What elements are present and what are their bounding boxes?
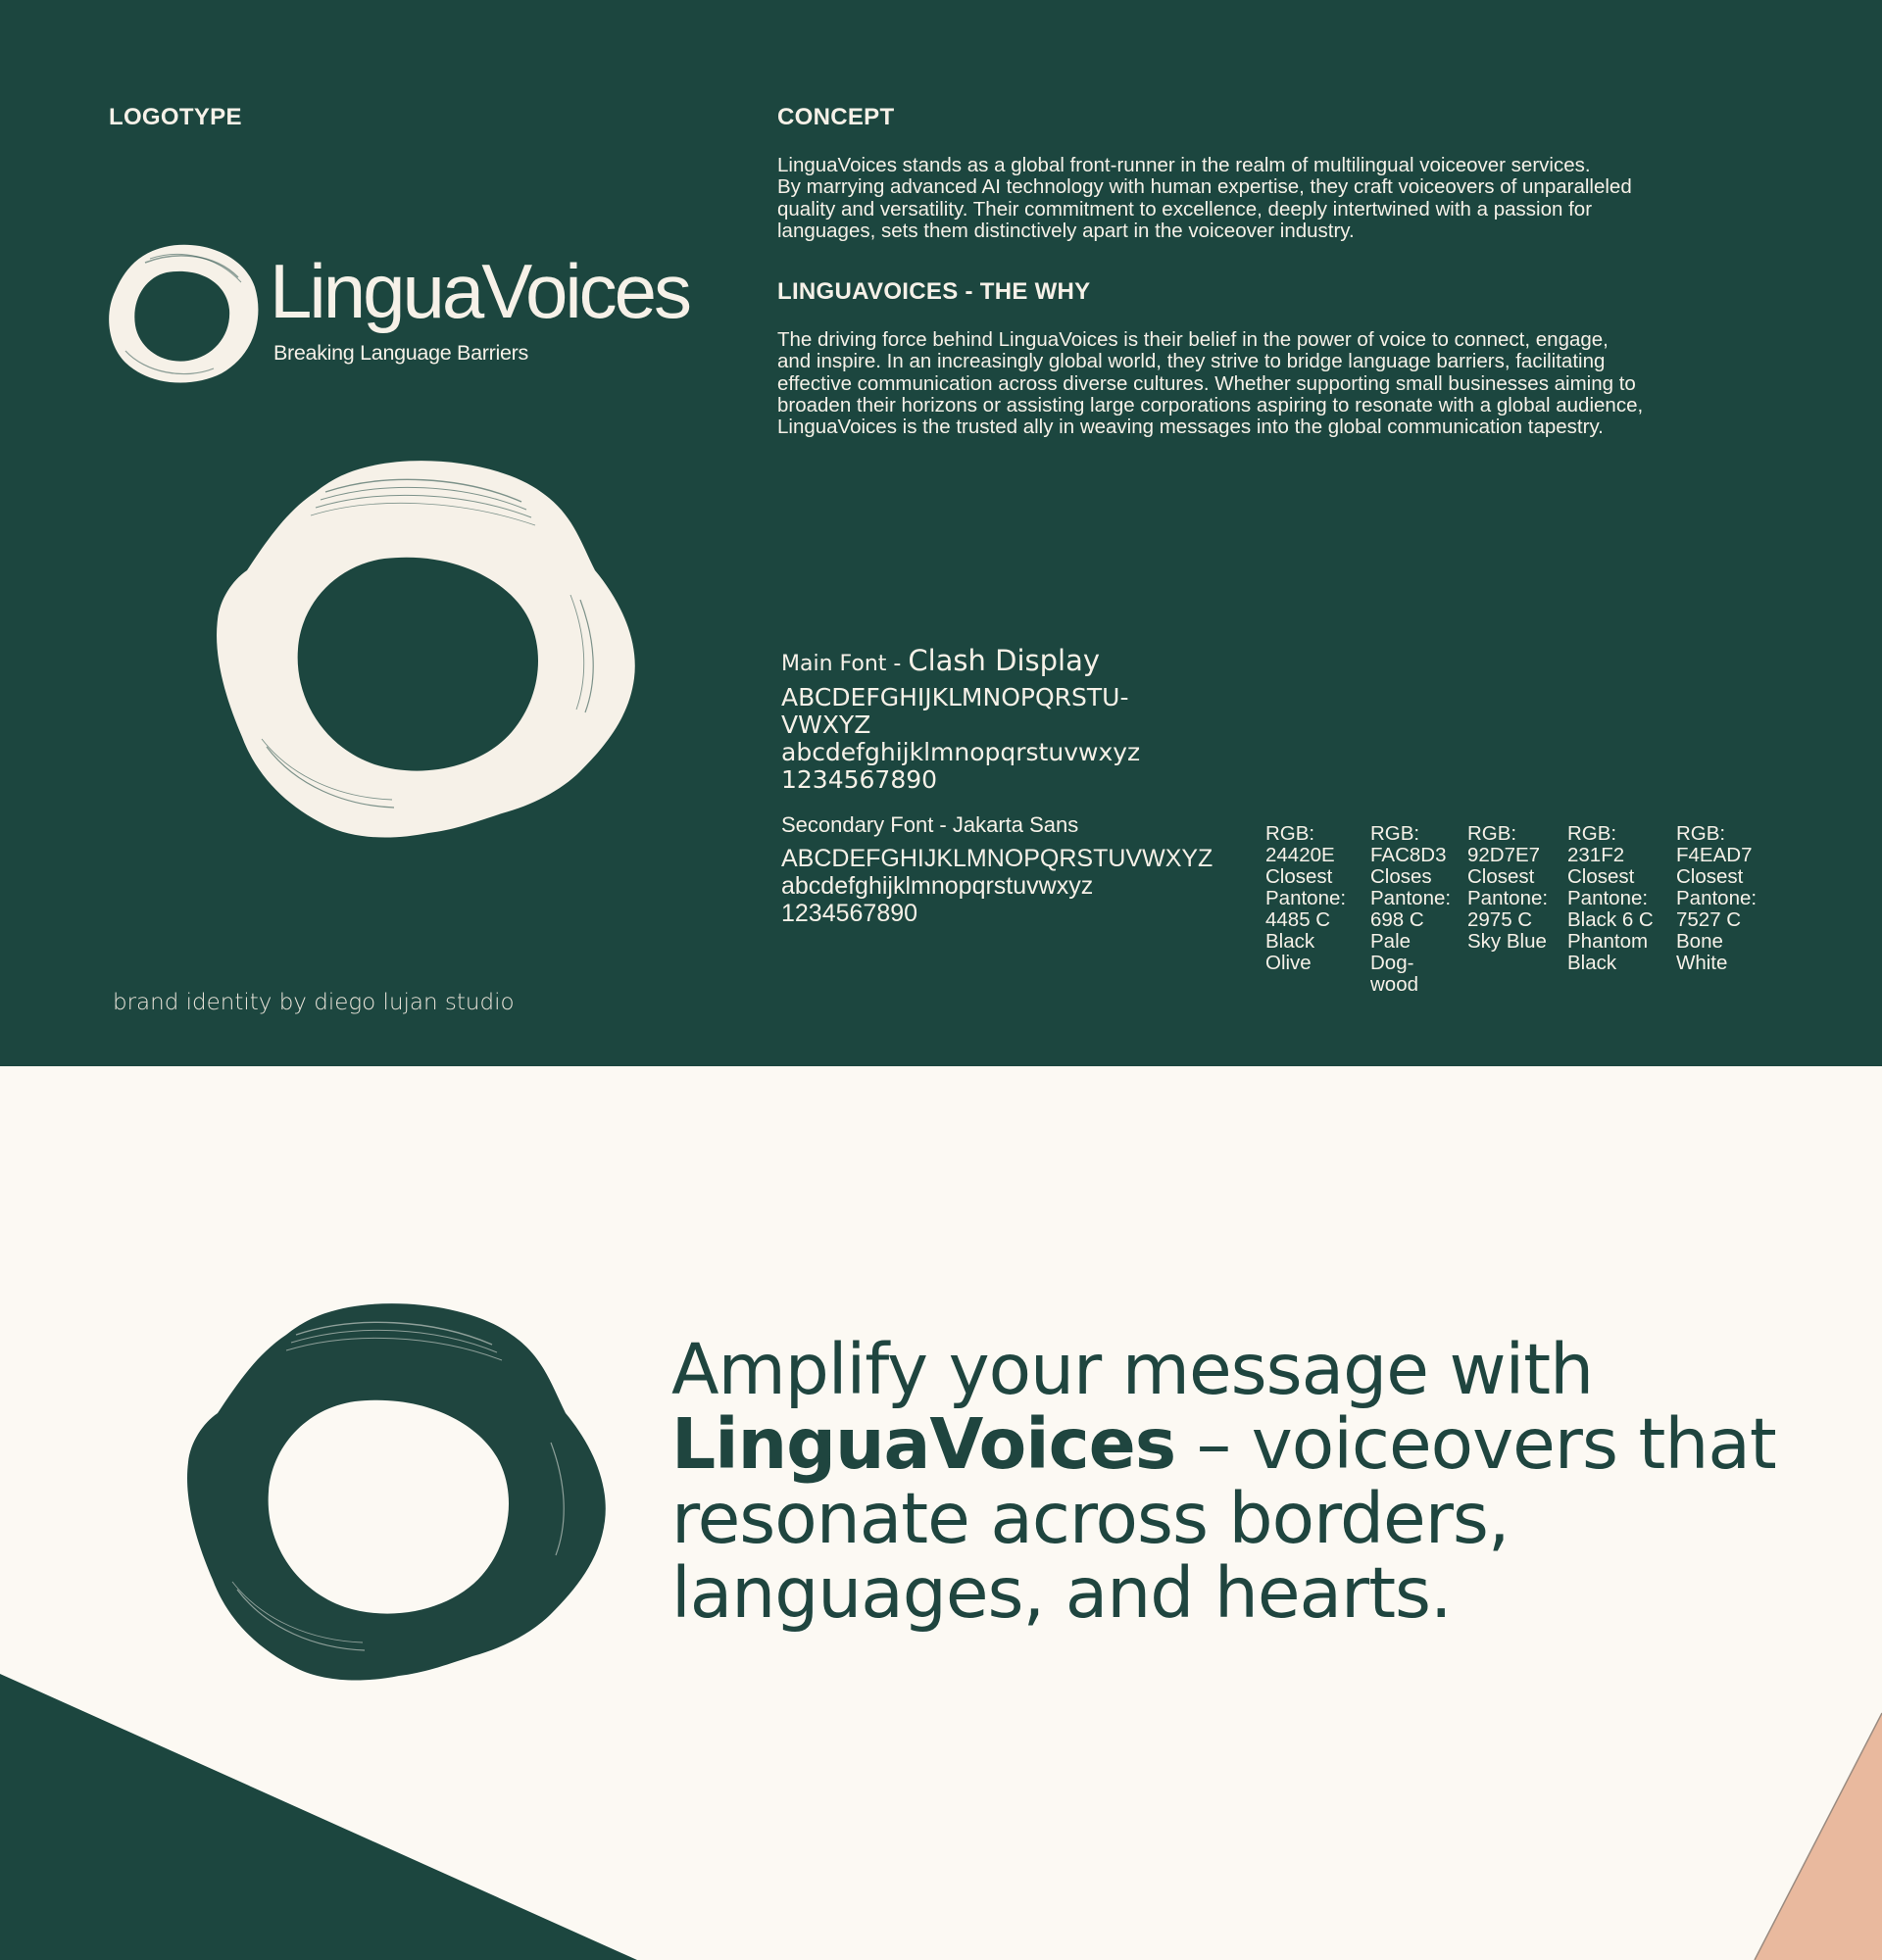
why-line: The driving force behind LinguaVoices is their belief in the power of voice to connect, engage, [777, 328, 1609, 351]
swatch-line: 2975 C [1467, 908, 1533, 931]
swatch-line: Pantone: [1567, 887, 1649, 909]
swatch-line: Pantone: [1467, 887, 1549, 909]
swatch-line: Pantone: [1676, 887, 1758, 909]
slogan-brand: LinguaVoices [671, 1403, 1176, 1485]
slogan-panel [0, 1066, 1882, 1960]
swatch-line: Closest [1676, 865, 1744, 888]
concept-line: quality and versatility. Their commitment to excellence, deeply intertwined with a passion for [777, 197, 1593, 220]
swatch-pale-dogwood [1370, 823, 1451, 996]
specimen-line: 1234567890 [781, 765, 938, 794]
swatch-line: 92D7E7 [1467, 844, 1541, 866]
why-line: effective communication across diverse cultures. Whether supporting small businesses aiming to [777, 371, 1636, 395]
green-corner-shape [0, 1674, 637, 1960]
concept-paragraph [777, 155, 1632, 242]
slogan-line: Amplify your message with [671, 1329, 1594, 1410]
large-ring-icon [208, 453, 639, 855]
swatch-line: Closest [1467, 865, 1535, 888]
swatch-line: White [1676, 952, 1728, 974]
logo-wordmark: LinguaVoices [270, 248, 690, 334]
swatch-line: RGB: [1467, 822, 1517, 845]
main-font-label: Main Font - [781, 652, 909, 676]
concept-line: LinguaVoices stands as a global front-runner in the realm of multilingual voiceover services. [777, 154, 1591, 176]
swatch-line: Bone [1676, 930, 1723, 953]
swatch-line: RGB: [1265, 822, 1315, 845]
swatch-line: 24420E [1265, 844, 1335, 866]
specimen-line: ABCDEFGHIJKLMNOPQRSTUVWXYZ [781, 845, 1213, 872]
swatch-line: Closest [1567, 865, 1635, 888]
why-line: broaden their horizons or assisting large corporations aspiring to resonate with a global audience, [777, 393, 1644, 416]
slogan-line: resonate across borders, [671, 1478, 1510, 1559]
swatch-line: Pantone: [1265, 887, 1347, 909]
why-line: and inspire. In an increasingly global world, they strive to bridge language barriers, facilitating [777, 350, 1606, 373]
swatch-bone-white [1676, 823, 1757, 974]
swatch-line: 4485 C [1265, 908, 1331, 931]
main-font-specimen [781, 644, 1141, 794]
swatch-line: Pale [1370, 930, 1412, 953]
slogan-line [671, 1403, 1776, 1485]
swatch-line: Phantom [1567, 930, 1649, 953]
swatch-line: F4EAD7 [1676, 844, 1753, 866]
swatch-line: Black [1567, 952, 1617, 974]
swatch-phantom-black [1567, 823, 1654, 974]
swatch-line: Pantone: [1370, 887, 1452, 909]
concept-line: languages, sets them distinctively apart in the voiceover industry. [777, 219, 1355, 242]
logotype-heading: LOGOTYPE [109, 104, 242, 130]
swatch-line: Closes [1370, 865, 1432, 888]
specimen-line: abcdefghijklmnopqrstuvwxyz [781, 738, 1141, 766]
swatch-line: FAC8D3 [1370, 844, 1447, 866]
swatch-line: RGB: [1676, 822, 1726, 845]
concept-heading: CONCEPT [777, 104, 895, 130]
specimen-line: VWXYZ [781, 710, 871, 739]
swatch-line: Sky Blue [1467, 930, 1547, 953]
swatch-line: Black [1265, 930, 1315, 953]
swatch-line: Black 6 C [1567, 908, 1654, 931]
swatch-line: Olive [1265, 952, 1312, 974]
swatch-sky-blue [1467, 823, 1548, 953]
swatch-line: RGB: [1370, 822, 1420, 845]
main-font-name: Clash Display [908, 644, 1101, 677]
swatch-line: 231F2 [1567, 844, 1625, 866]
concept-line: By marrying advanced AI technology with human expertise, they craft voiceovers of unparalleled [777, 175, 1632, 199]
swatch-black-olive [1265, 823, 1346, 974]
specimen-line: 1234567890 [781, 900, 918, 927]
logo-ring-icon [106, 243, 263, 385]
swatch-line: wood [1370, 973, 1419, 996]
slogan-text [671, 1329, 1776, 1634]
swatch-line: 698 C [1370, 908, 1424, 931]
slogan-line: languages, and hearts. [671, 1552, 1452, 1634]
swatch-line: RGB: [1567, 822, 1617, 845]
secondary-font-label: Secondary Font - Jakarta Sans [781, 812, 1079, 837]
swatch-line: Closest [1265, 865, 1333, 888]
logo-tagline: Breaking Language Barriers [273, 341, 528, 365]
dark-ring-icon [178, 1296, 610, 1697]
secondary-font-specimen [781, 811, 1213, 927]
why-heading: LINGUAVOICES - THE WHY [777, 278, 1091, 305]
why-line: LinguaVoices is the trusted ally in weaving messages into the global communication tapestry. [777, 416, 1604, 439]
why-paragraph [777, 329, 1643, 438]
specimen-line: abcdefghijklmnopqrstuvwxyz [781, 872, 1094, 900]
slogan-line-rest: – voiceovers that [1175, 1403, 1776, 1485]
credit-text: brand identity by diego lujan studio [113, 990, 515, 1015]
swatch-line: Dog- [1370, 952, 1414, 974]
specimen-line: ABCDEFGHIJKLMNOPQRSTU- [781, 683, 1129, 711]
swatch-line: 7527 C [1676, 908, 1742, 931]
